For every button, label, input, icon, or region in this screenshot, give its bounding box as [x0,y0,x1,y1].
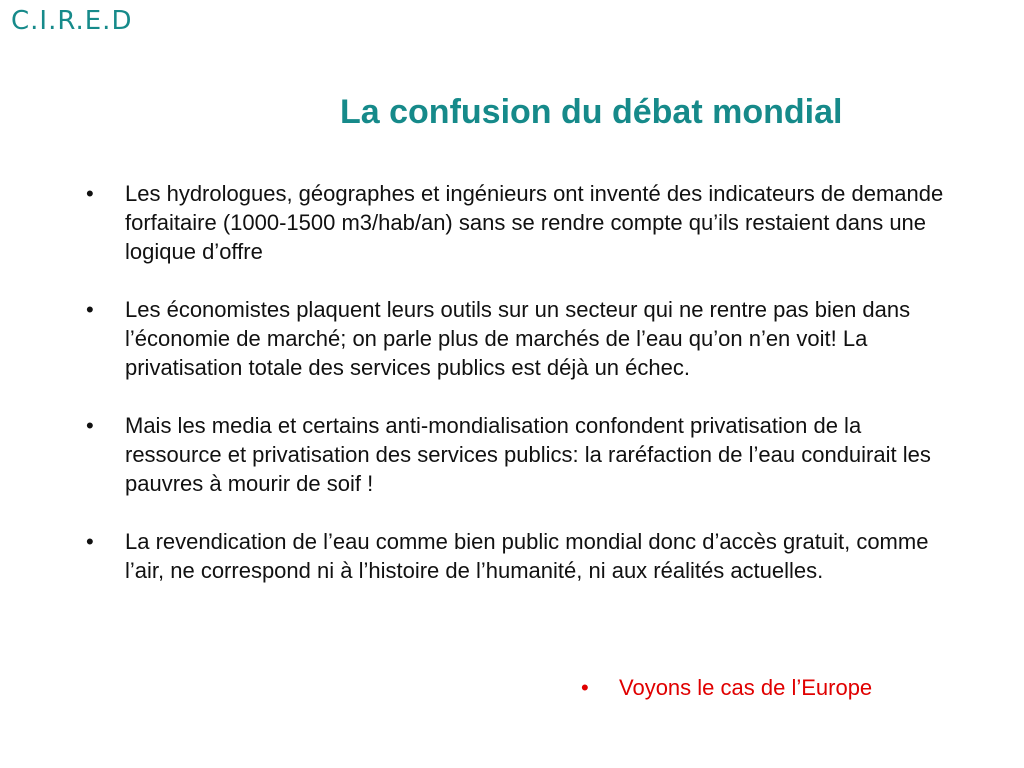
bullet-list [86,179,956,614]
bullet-icon: • [86,297,94,322]
bullet-icon: • [86,413,94,438]
bullet-icon: • [86,529,94,554]
bullet-item [86,527,956,585]
bullet-text: Les économistes plaquent leurs outils sur un secteur qui ne rentre pas bien dans l’économie de marché; on parle plus de marchés de l’eau qu’on n’en voit! La privatisation totale des services publics est déjà un échec. [125,297,911,380]
sub-bullet-icon: • [581,675,589,700]
bullet-icon: • [86,181,94,206]
bullet-text: Les hydrologues, géographes et ingénieurs ont inventé des indicateurs de demande forfaitaire (1000-1500 m3/hab/an) sans se rendre compte qu’ils restaient dans une logique d’offre [125,181,944,264]
bullet-text: Mais les media et certains anti-mondialisation confondent privatisation de la ressource et privatisation des services publics: la raréfaction de l’eau conduirait les pauvres à mourir de soif ! [125,413,931,496]
sub-bullet [581,673,872,702]
bullet-item [86,411,956,498]
org-label: C.I.R.E.D [11,6,133,36]
bullet-item [86,179,956,266]
bullet-text: La revendication de l’eau comme bien public mondial donc d’accès gratuit, comme l’air, ne correspond ni à l’histoire de l’humanité, ni aux réalités actuelles. [125,529,929,583]
bullet-item [86,295,956,382]
slide-title: La confusion du débat mondial [340,93,843,131]
sub-bullet-text: Voyons le cas de l’Europe [619,675,873,700]
